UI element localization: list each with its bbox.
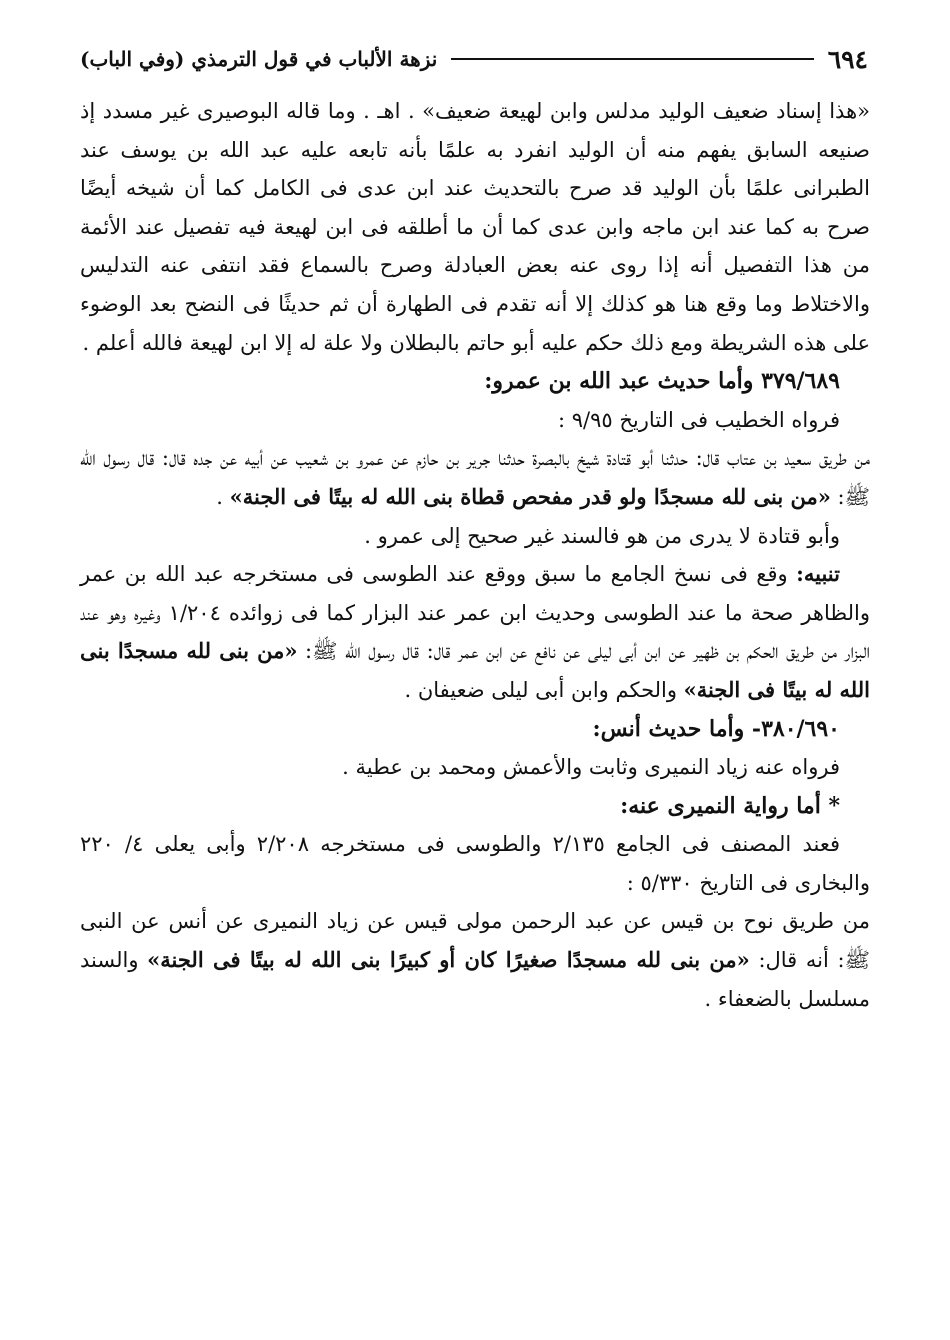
paragraph-8 [80,902,870,1018]
subheading-numayri: * أما رواية النميرى عنه: [620,792,840,819]
paragraph-4: وأبو قتادة لا يدرى من هو فالسند غير صحيح إلى عمرو . [364,523,840,548]
paragraph-3-end: . [216,484,230,509]
note-label: تنبيه: [796,561,840,587]
hadith-heading-abdullah-ibn-amr: ٣٧٩/٦٨٩ وأما حديث عبد الله بن عمرو: [484,368,840,395]
paragraph-5-note [80,555,870,709]
page-body [80,92,870,1018]
paragraph-8-hadith-text: «من بنى لله مسجدًا صغيرًا كان أو كبيرًا بنى الله له بيتًا فى الجنة» [147,947,750,973]
paragraph-6: فرواه عنه زياد النميرى وثابت والأعمش ومحمد بن عطية . [342,755,840,780]
paragraph-8-end: والسند مسلسل بالضعفاء . [80,948,870,1011]
running-title: نزهة الألباب في قول الترمذي (وفي الباب) [80,47,438,71]
paragraph-8-text: من طريق نوح بن قيس عن عبد الرحمن مولى قيس عن زياد النميرى عن أنس عن النبى ﷺ: أنه قال: [80,909,870,973]
paragraph-3-hadith-text: «من بنى لله مسجدًا ولو قدر مفحص قطاة بنى الله له بيتًا فى الجنة» [229,483,831,509]
paragraph-5-hadith-text: «من بنى لله مسجدًا بنى الله له بيتًا فى الجنة» [80,638,870,702]
paragraph-1: «هذا إسناد ضعيف الوليد مدلس وابن لهيعة ضعيف» . اهـ . وما قاله البوصيرى غير مسدد إذ صنيعه السابق يفهم منه أن الوليد انفرد به علمًا بأنه تابعه عليه عبد الله بن يوسف عند الطبرانى علمًا بأن الوليد قد صرح بالتحديث عند ابن عدى فى الكامل كما أن شيخه أيضًا صرح به كما عند ابن ماجه وابن عدى كما أن ما أطلقه فى ابن لهيعة فيه تفصيل عند الأئمة من هذا التفصيل أنه إذا روى عنه بعض العبادلة وصرح بالسماع فقد انتفى عنه التدليس والاختلاط وما وقع هنا هو كذلك إلا أنه تقدم فى الطهارة أن ثم حديثًا فى النضح بعد الوضوء على هذه الشريطة ومع ذلك حكم عليه أبو حاتم بالبطلان ولا علة له إلا ابن لهيعة فالله أعلم . [80,99,870,355]
paragraph-3-text: من طريق سعيد بن عتاب قال: حدثنا أبو قتادة شيخ بالبصرة حدثنا جرير بن حازم عن عمرو بن شعيب عن أبيه عن جده قال: قال رسول الله ﷺ: [80,446,870,509]
page-header [80,42,868,76]
paragraph-5-end: والحكم وابن أبى ليلى ضعيفان . [404,677,684,702]
paragraph-2: فرواه الخطيب فى التاريخ ٩/٩٥ : [557,407,840,432]
header-rule [451,58,813,60]
paragraph-3 [80,439,870,516]
hadith-heading-anas: ٣٨٠/٦٩٠- وأما حديث أنس: [592,715,840,742]
paragraph-5-text: وقع فى نسخ الجامع ما سبق ووقع عند الطوسى فى مستخرجه عبد الله بن عمر والظاهر صحة ما عند الطوسى وحديث ابن عمر عند البزار كما فى زوائده ١/٢٠٤ وغيره وهو عند البزار من طريق الحكم بن ظهير عن ابن أبى ليلى عن نافع عن ابن عمر قال: قال رسول الله ﷺ: [80,562,870,664]
paragraph-7: فعند المصنف فى الجامع ٢/١٣٥ والطوسى فى مستخرجه ٢/٢٠٨ وأبى يعلى ٤/ ٢٢٠ والبخارى فى التاريخ ٥/٣٣٠ : [80,832,870,895]
page-number: ٦٩٤ [827,44,868,74]
